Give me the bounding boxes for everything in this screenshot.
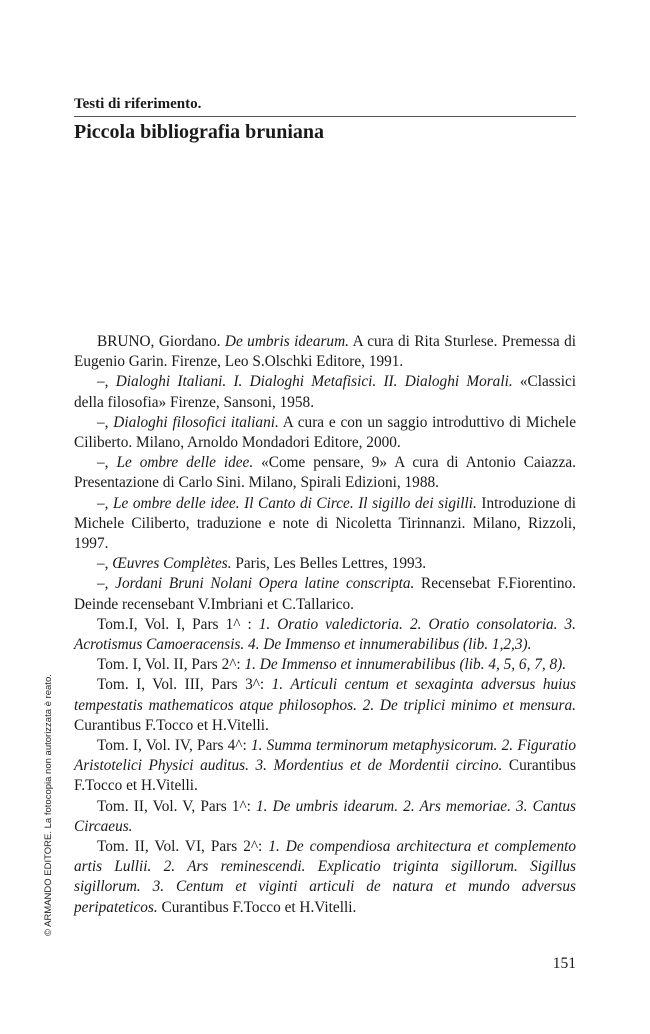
entry-text: Tom. I, Vol. II, Pars 2^: [97, 656, 245, 674]
bibliography-entry [74, 332, 576, 372]
bibliography-list [74, 332, 576, 918]
copyright-notice: © ARMANDO EDITORE. La fotocopia non autorizzata è reato. [43, 674, 54, 936]
bibliography-entry [74, 675, 576, 736]
entry-title-italic: De umbris idearum. [224, 333, 349, 350]
bibliography-entry [74, 413, 576, 453]
entry-title-italic: 1. Articuli centum et sexaginta adversus huius tempestatis mathematicos atque philosophos. 2. De triplici minimo et mensura. [74, 676, 576, 714]
entry-text: –, [97, 454, 117, 472]
entry-text: –, [97, 555, 113, 573]
bibliography-entry [74, 797, 576, 837]
entry-title-italic: Dialoghi filosofici italiani. [113, 413, 279, 431]
entry-text: BRUNO, Giordano. [97, 333, 225, 350]
page-title: Piccola bibliografia bruniana [74, 121, 325, 143]
bibliography-entry [74, 615, 576, 655]
bibliography-entry [74, 655, 576, 675]
entry-text: Tom. I, Vol. III, Pars 3^: [97, 676, 272, 694]
bibliography-entry [74, 494, 576, 555]
entry-title-italic: 1. De Immenso et innumerabilibus (lib. 4, 5, 6, 7, 8). [244, 656, 567, 674]
entry-text: Recensebat F.Fiorentino. Deinde recensebant V.Imbriani et C.Tallarico. [74, 575, 576, 613]
entry-text: –, [97, 575, 116, 593]
entry-text: Tom. II, Vol. V, Pars 1^: [97, 797, 257, 815]
entry-text: Tom. II, Vol. VI, Pars 2^: [97, 838, 269, 856]
page-number: 151 [552, 955, 576, 972]
entry-title-italic: 1. Oratio valedictoria. 2. Oratio consolatoria. 3. Acrotismus Camoeracensis. 4. De Immenso et innumerabilibus (lib. 1,2,3). [74, 615, 577, 654]
entry-text: A cura e con un saggio introduttivo di Michele Ciliberto. Milano, Arnoldo Mondadori Editore, 2000. [74, 413, 576, 452]
entry-text: Tom. I, Vol. IV, Pars 4^: [97, 737, 251, 755]
entry-text: Curantibus F.Tocco et H.Vitelli. [74, 757, 577, 795]
bibliography-entry [74, 372, 576, 412]
entry-text: –, [97, 494, 114, 512]
section-label: Testi di riferimento. [74, 96, 202, 112]
entry-title-italic: 1. Summa terminorum metaphysicorum. 2. Figuratio Aristotelici Physici auditus. 3. Mordentius et de Mordentii circino. [74, 737, 576, 775]
entry-text: –, [97, 373, 116, 391]
bibliography-entry [74, 837, 576, 918]
bibliography-entry [74, 736, 576, 797]
entry-text: Curantibus F.Tocco et H.Vitelli. [157, 898, 357, 916]
entry-title-italic: 1. De umbris idearum. 2. Ars memoriae. 3. Cantus Circaeus. [74, 797, 576, 835]
entry-text: Paris, Les Belles Lettres, 1993. [231, 555, 427, 573]
entry-text: Curantibus F.Tocco et H.Vitelli. [74, 716, 269, 734]
entry-text: Tom.I, Vol. I, Pars 1^ : [97, 615, 259, 633]
bibliography-entry [74, 574, 576, 614]
bibliography-entry [74, 453, 576, 493]
entry-text: Introduzione di Michele Ciliberto, traduzione e note di Nicoletta Tirinnanzi. Milano, Rizzoli, 1997. [74, 494, 576, 553]
entry-title-italic: Le ombre delle idee. Il Canto di Circe. Il sigillo dei sigilli. [113, 494, 477, 512]
entry-title-italic: Dialoghi Italiani. I. Dialoghi Metafisici. II. Dialoghi Morali. [115, 373, 513, 391]
entry-title-italic: 1. De compendiosa architectura et complemento artis Lullii. 2. Ars reminescendi. Explicatio triginta sigillorum. Sigillus sigillorum. 3. Centum et viginti articuli de natura et mundo adversus peripateticos. [74, 838, 577, 916]
entry-text: –, [97, 413, 114, 431]
entry-text: «Classici della filosofia» Firenze, Sansoni, 1958. [74, 373, 576, 411]
entry-title-italic: Jordani Bruni Nolani Opera latine conscripta. [115, 575, 415, 593]
header-rule [74, 116, 576, 117]
entry-title-italic: Le ombre delle idee. [116, 454, 254, 472]
page-header [74, 94, 576, 145]
entry-title-italic: Œuvres Complètes. [112, 555, 232, 573]
bibliography-entry [74, 554, 576, 574]
entry-text: «Come pensare, 9» A cura di Antonio Caiazza. Presentazione di Carlo Sini. Milano, Spirali Edizioni, 1988. [74, 454, 576, 492]
entry-text: A cura di Rita Sturlese. Premessa di Eugenio Garin. Firenze, Leo S.Olschki Editore, 1991. [74, 333, 576, 371]
